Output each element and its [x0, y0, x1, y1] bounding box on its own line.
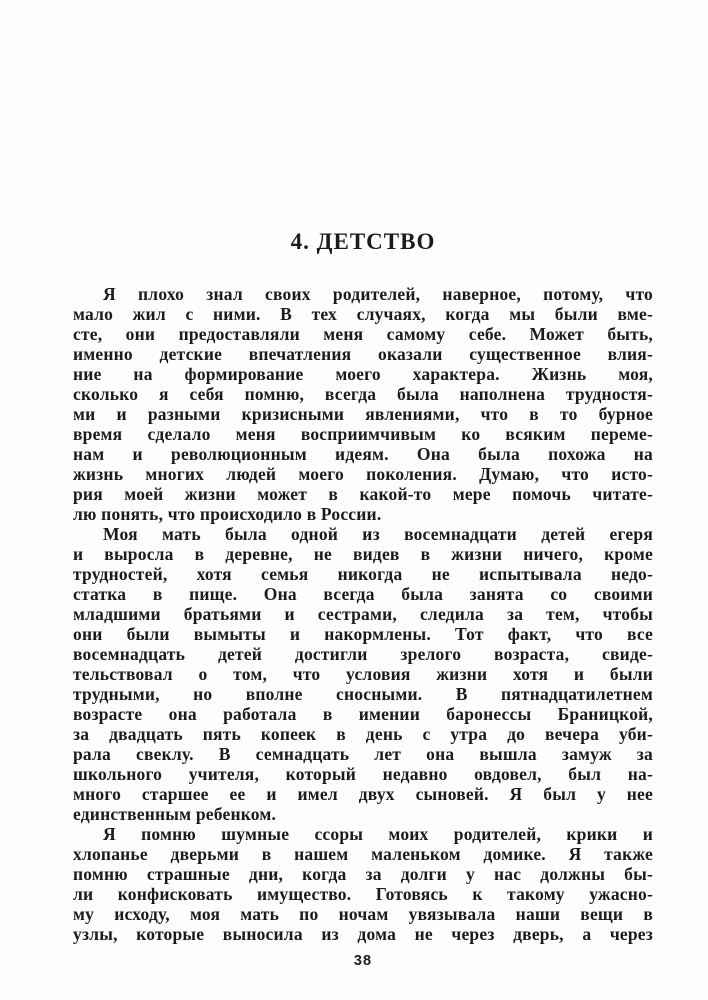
text-line: единственным ребенком. — [73, 804, 277, 824]
text-line: и выросла в деревне, не видев в жизни ничего, кроме — [73, 544, 653, 564]
text-line: статка в пище. Она всегда была занята со своими — [73, 584, 653, 604]
text-line: возрасте она работала в имении баронессы Браницкой, — [73, 704, 653, 724]
page-number: 38 — [353, 953, 373, 969]
text-line: ми и разными кризисными явлениями, что в то бурное — [73, 404, 653, 424]
text-line: они были вымыты и накормлены. Тот факт, что все — [73, 624, 653, 644]
body-text — [73, 284, 653, 944]
text-line: помню страшные дни, когда за долги у нас должны бы- — [73, 864, 653, 884]
text-line: школьного учителя, который недавно овдовел, был на- — [73, 764, 653, 784]
text-line: жизнь многих людей моего поколения. Думаю, что исто- — [73, 464, 653, 484]
text-line: му исходу, моя мать по ночам увязывала наши вещи в — [73, 904, 653, 924]
text-line: именно детские впечатления оказали существенное влия- — [73, 344, 653, 364]
text-line: хлопанье дверьми в нашем маленьком домике. Я также — [73, 844, 653, 864]
text-line: нам и революционным идеям. Она была похожа на — [73, 444, 653, 464]
text-line: Я плохо знал своих родителей, наверное, потому, что — [103, 284, 653, 304]
text-line: младшими братьями и сестрами, следила за тем, чтобы — [73, 604, 653, 624]
text-line: ли конфисковать имущество. Готовясь к такому ужасно- — [73, 884, 653, 904]
text-line: восемнадцать детей достигли зрелого возраста, свиде- — [73, 644, 653, 664]
text-line: трудными, но вполне сносными. В пятнадцатилетнем — [73, 684, 653, 704]
text-line: Моя мать была одной из восемнадцати детей егеря — [103, 524, 653, 544]
text-line: мало жил с ними. В тех случаях, когда мы были вме- — [73, 304, 653, 324]
text-line: время сделало меня восприимчивым ко всяким переме- — [73, 424, 653, 444]
chapter-title: 4. ДЕТСТВО — [290, 229, 436, 254]
text-line: много старшее ее и имел двух сыновей. Я был у нее — [73, 784, 653, 804]
text-line: Я помню шумные ссоры моих родителей, крики и — [103, 824, 653, 844]
text-line: сте, они предоставляли меня самому себе. Может быть, — [73, 324, 653, 344]
text-line: рала свеклу. В семнадцать лет она вышла замуж за — [73, 744, 653, 764]
text-line: тельствовал о том, что условия жизни хотя и были — [73, 664, 653, 684]
text-line: рия моей жизни может в какой-то мере помочь читате- — [73, 484, 653, 504]
text-line: лю понять, что происходило в России. — [73, 504, 382, 524]
text-line: ние на формирование моего характера. Жизнь моя, — [73, 364, 653, 384]
text-line: сколько я себя помню, всегда была наполнена трудностя- — [73, 384, 653, 404]
text-line: за двадцать пять копеек в день с утра до вечера уби- — [73, 724, 653, 744]
text-line: узлы, которые выносила из дома не через дверь, а через — [73, 924, 653, 944]
text-line: трудностей, хотя семья никогда не испытывала недо- — [73, 564, 653, 584]
